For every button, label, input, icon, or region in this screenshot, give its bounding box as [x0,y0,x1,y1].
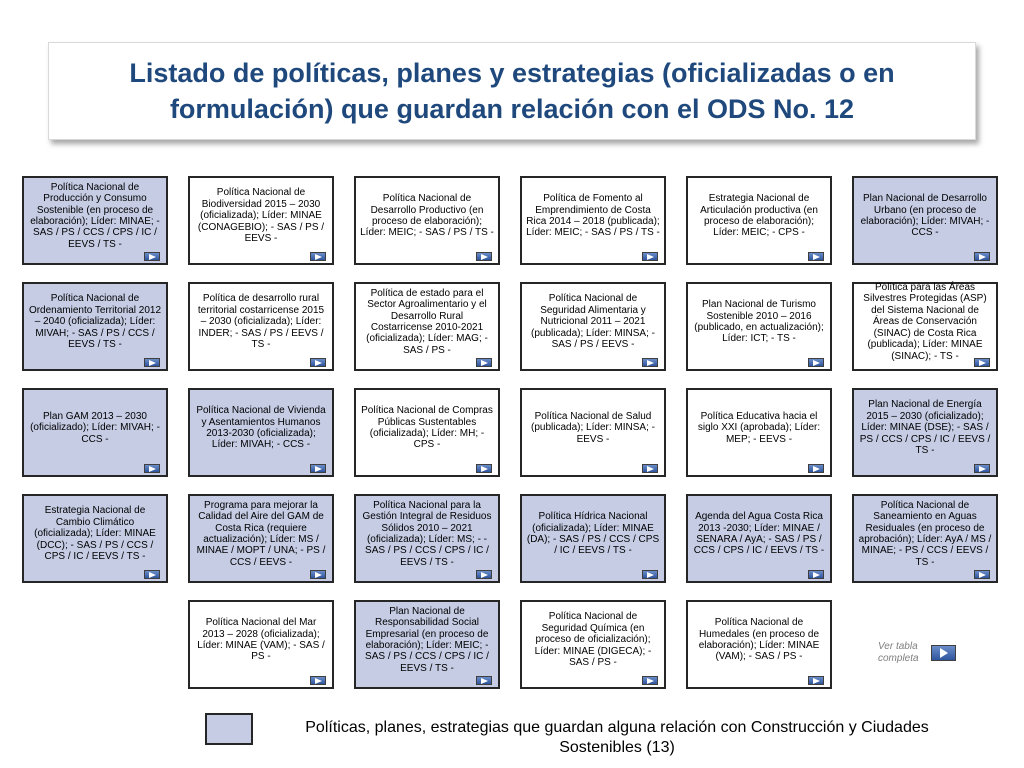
policy-card [188,600,334,689]
policy-card [188,282,334,371]
policy-card-text: Plan Nacional de Desarrollo Urbano (en proceso de elaboración); Líder: MIVAH; - CCS - [860,193,990,239]
play-arrow-icon [315,254,322,260]
play-arrow-icon [939,648,949,658]
play-arrow-icon [149,360,156,366]
play-arrow-icon [481,360,488,366]
policy-card-text: Política Nacional de Seguridad Alimentaria y Nutricional 2011 – 2021 (publicada); Líder: MINSA; - SAS / PS / EEVS - [531,293,655,351]
policy-card-text: Política Nacional de Saneamiento en Aguas Residuales (en proceso de aprobación); Líder: AyA / MS / MINAE; - PS / CCS / EEVS / TS - [858,499,992,568]
card-link-button[interactable] [808,464,824,473]
policy-card-text: Política Nacional de Producción y Consumo Sostenible (en proceso de elaboración); Líder: MINAE; - SAS / PS / CCS / CPS / IC / EEVS / TS - [30,181,160,250]
policy-card [520,176,666,265]
play-arrow-icon [647,254,654,260]
play-arrow-icon [149,572,156,578]
policy-card [22,494,168,583]
policy-card-text: Estrategia Nacional de Articulación productiva (en proceso de elaboración); Líder: MEIC; - CPS - [700,193,818,239]
card-link-button[interactable] [476,570,492,579]
play-arrow-icon [813,254,820,260]
play-arrow-icon [647,678,654,684]
policy-card-text: Plan Nacional de Turismo Sostenible 2010 – 2016 (publicado, en actualización); Líder: ICT; - TS - [694,299,824,345]
play-arrow-icon [315,466,322,472]
policy-card [354,600,500,689]
play-arrow-icon [647,466,654,472]
card-link-button[interactable] [476,358,492,367]
card-link-button[interactable] [144,358,160,367]
card-link-button[interactable] [642,464,658,473]
ver-tabla-button[interactable] [931,645,956,661]
policy-card [22,282,168,371]
policy-card [852,494,998,583]
legend-text: Políticas, planes, estrategias que guardan alguna relación con Construcción y Ciudades Sostenibles (13) [305,719,929,756]
card-link-button[interactable] [310,464,326,473]
card-link-button[interactable] [476,464,492,473]
play-arrow-icon [481,254,488,260]
card-link-button[interactable] [974,358,990,367]
policy-card-text: Política Educativa hacia el siglo XXI (aprobada); Líder: MEP; - EEVS - [697,410,821,445]
policy-card [354,176,500,265]
policy-card [852,282,998,371]
policy-card [686,282,832,371]
policy-card-text: Política de desarrollo rural territorial costarricense 2015 – 2030 (oficializada); Líder: INDER; - SAS / PS / EEVS / TS - [197,293,325,351]
play-arrow-icon [647,572,654,578]
card-link-button[interactable] [310,676,326,685]
card-link-button[interactable] [642,676,658,685]
card-link-button[interactable] [144,252,160,261]
policy-card-text: Plan GAM 2013 – 2030 (oficializado); Líder: MIVAH; - CCS - [30,410,160,445]
play-arrow-icon [979,254,986,260]
policy-card-text: Programa para mejorar la Calidad del Aire del GAM de Costa Rica (requiere actualización); Líder: MS / MINAE / MOPT / UNA; - PS / CCS / EEVS - [196,499,326,568]
card-link-button[interactable] [642,252,658,261]
card-link-button[interactable] [974,464,990,473]
policy-card [520,282,666,371]
title-box [48,42,976,140]
legend-swatch [205,713,253,745]
play-arrow-icon [481,572,488,578]
card-link-button[interactable] [808,358,824,367]
play-arrow-icon [979,572,986,578]
policy-card [22,176,168,265]
policy-card-text: Política Nacional de Biodiversidad 2015 – 2030 (oficializada); Líder: MINAE (CONAGEBIO); - SAS / PS / EEVS - [197,187,325,245]
policy-card [354,388,500,477]
card-link-button[interactable] [642,570,658,579]
page-title-line-1: Listado de políticas, planes y estrategias (oficializadas o en [129,58,895,88]
policy-card [188,388,334,477]
policy-card [852,388,998,477]
card-link-button[interactable] [476,676,492,685]
card-link-button[interactable] [310,252,326,261]
card-link-button[interactable] [144,570,160,579]
play-arrow-icon [481,678,488,684]
policy-card [686,176,832,265]
policy-card-text: Política Nacional para la Gestión Integral de Residuos Sólidos 2010 – 2021 (oficializada); Líder: MS; - - SAS / PS / CCS / CPS / IC / EEVS / TS - [362,499,492,568]
policy-card-text: Política Nacional del Mar 2013 – 2028 (oficializada); Líder: MINAE (VAM); - SAS / PS - [197,617,325,663]
play-arrow-icon [813,360,820,366]
card-link-button[interactable] [808,676,824,685]
policy-card-text: Política de estado para el Sector Agroalimentario y el Desarrollo Rural Costarricense 2010-2021 (oficializada); Líder: MAG; - SAS / PS - [366,287,488,356]
page-title-line-2: formulación) que guardan relación con el ODS No. 12 [169,94,855,124]
card-link-button[interactable] [476,252,492,261]
policy-card-text: Plan Nacional de Energía 2015 – 2030 (oficializado); Líder: MINAE (DSE); - SAS / PS / CCS / CPS / IC / EEVS / TS - [859,399,991,457]
play-arrow-icon [481,466,488,472]
play-arrow-icon [149,466,156,472]
card-link-button[interactable] [310,358,326,367]
policy-card [520,600,666,689]
policy-card [22,388,168,477]
card-link-button[interactable] [974,252,990,261]
policy-card [354,282,500,371]
policy-card-text: Política Nacional de Humedales (en proceso de elaboración); Líder: MINAE (VAM); - SAS / PS - [698,617,820,663]
policy-card [686,494,832,583]
policy-card-text: Estrategia Nacional de Cambio Climático (oficializada); Líder: MINAE (DCC); - SAS / PS / CCS / CPS / IC / EEVS / TS - [34,505,156,563]
card-link-button[interactable] [808,252,824,261]
policy-card [686,388,832,477]
policy-card [188,494,334,583]
play-arrow-icon [813,678,820,684]
card-link-button[interactable] [974,570,990,579]
play-arrow-icon [315,360,322,366]
play-arrow-icon [979,466,986,472]
ver-tabla-link[interactable]: Ver tabla completa [878,641,919,664]
policy-card-text: Política Nacional de Desarrollo Productivo (en proceso de elaboración); Líder: MEIC; - SAS / PS / TS - [360,193,494,239]
policy-card-text: Política Nacional de Compras Públicas Sustentables (oficializada); Líder: MH; - CPS - [361,405,493,451]
card-link-button[interactable] [310,570,326,579]
play-arrow-icon [315,678,322,684]
policy-card-text: Política Hídrica Nacional (oficializada); Líder: MINAE (DA); - SAS / PS / CCS / CPS / IC / EEVS / TS - [526,511,660,557]
policy-card [520,388,666,477]
policy-card-text: Política Nacional de Salud (publicada); Líder: MINSA; - EEVS - [531,410,655,445]
policy-card-text: Plan Nacional de Responsabilidad Social Empresarial (en proceso de elaboración); Líder: MEIC; - SAS / PS / CCS / CPS / IC / EEVS / TS - [365,605,489,674]
policy-card-text: Política Nacional de Ordenamiento Territorial 2012 – 2040 (oficializada); Líder: MIVAH; - SAS / PS / CCS / EEVS / TS - [28,293,162,351]
policy-card [354,494,500,583]
card-link-button[interactable] [642,358,658,367]
play-arrow-icon [979,360,986,366]
play-arrow-icon [813,466,820,472]
play-arrow-icon [149,254,156,260]
policy-card-text: Política de Fomento al Emprendimiento de Costa Rica 2014 – 2018 (publicada); Líder: MEIC; - SAS / PS / TS - [526,193,660,239]
policy-card-text: Agenda del Agua Costa Rica 2013 -2030; Líder: MINAE / SENARA / AyA; - SAS / PS / CCS / CPS / IC / EEVS / TS - [693,511,825,557]
policy-card-text: Política Nacional de Seguridad Química (en proceso de oficialización); Líder: MINAE (DIGECA); - SAS / PS - [534,611,652,669]
play-arrow-icon [315,572,322,578]
card-link-button[interactable] [808,570,824,579]
policy-card [852,176,998,265]
play-arrow-icon [813,572,820,578]
policy-card [188,176,334,265]
policy-card [520,494,666,583]
policy-card-text: Política para las Áreas Silvestres Protegidas (ASP) del Sistema Nacional de Áreas de Conservación (SINAC) de Costa Rica (publicada); Líder: MINAE (SINAC); - TS - [863,282,987,362]
play-arrow-icon [647,360,654,366]
policy-card [686,600,832,689]
card-link-button[interactable] [144,464,160,473]
policy-card-text: Política Nacional de Vivienda y Asentamientos Humanos 2013-2030 (oficializada); Líder: MIVAH; - CCS - [196,405,326,451]
